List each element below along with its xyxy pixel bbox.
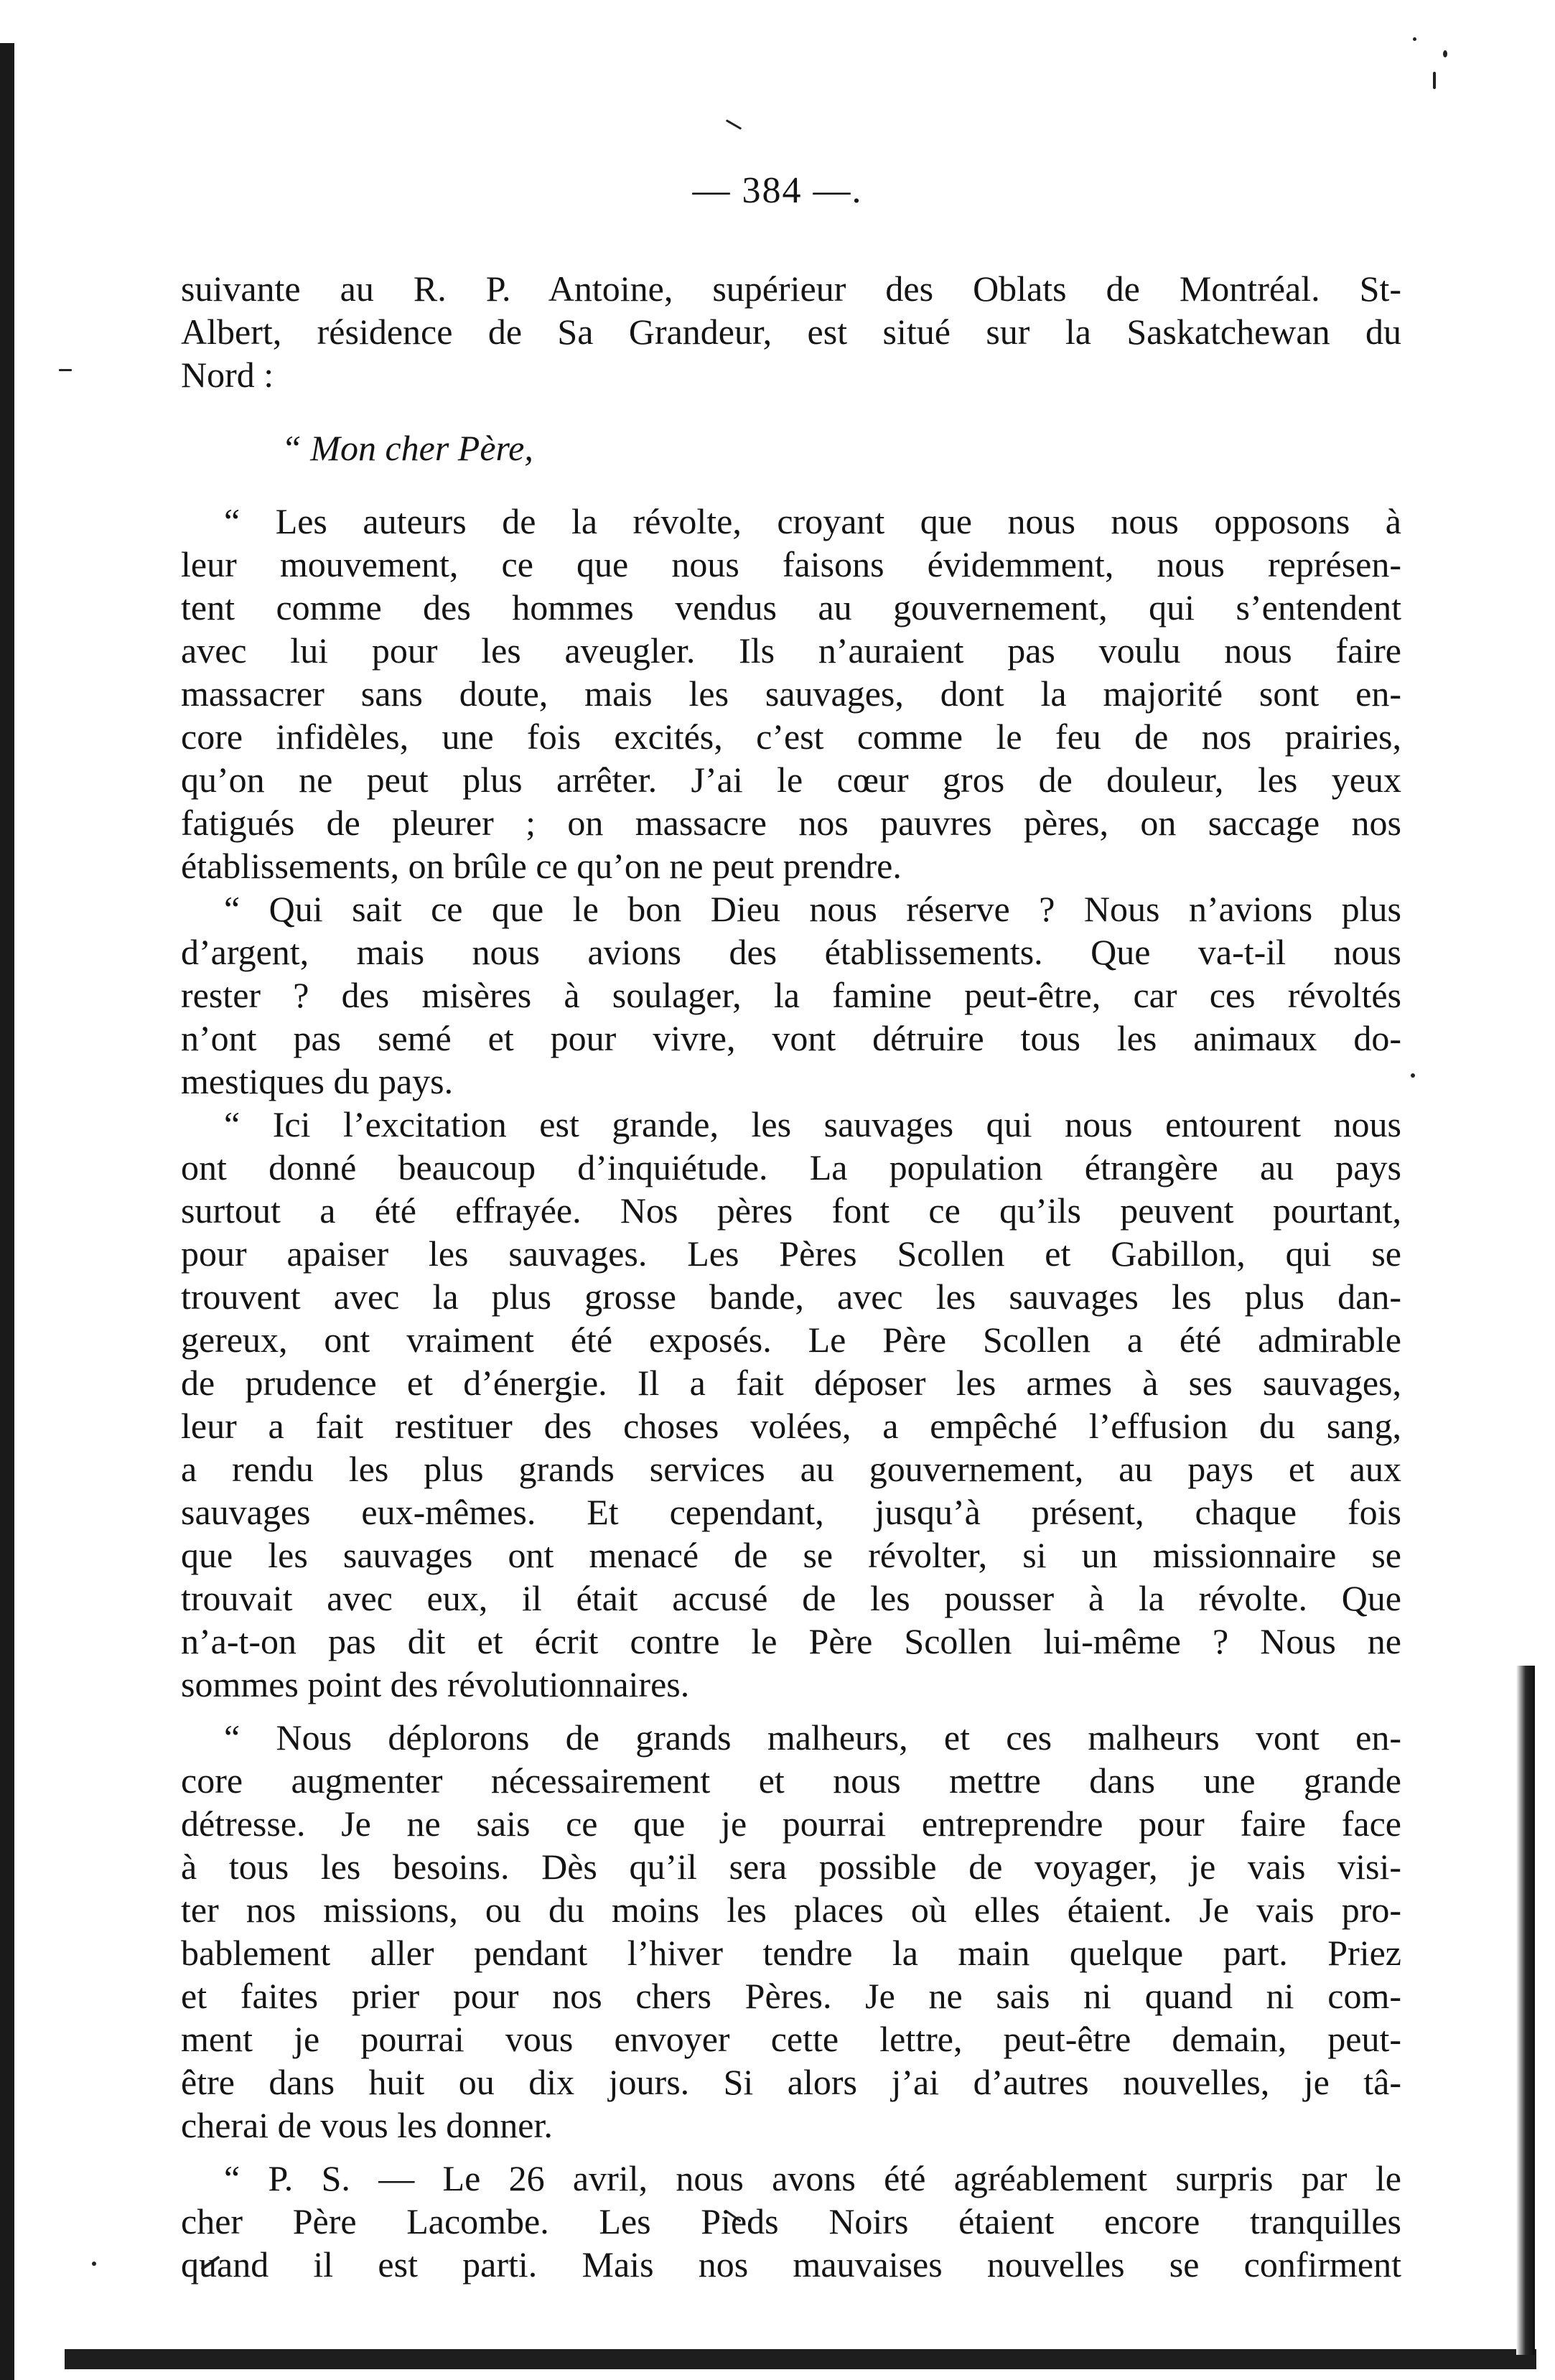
scan-speck: [1411, 1073, 1415, 1078]
text-line: fatigués de pleurer ; on massacre nos pauvres pères, on saccage nos: [181, 803, 1401, 843]
text-line: que les sauvages ont menacé de se révolter, si un missionnaire se: [181, 1535, 1401, 1575]
text-line: rester ? des misères à soulager, la famine peut-être, car ces révoltés: [181, 975, 1401, 1015]
text-line: core augmenter nécessairement et nous mettre dans une grande: [181, 1760, 1401, 1801]
scan-speck: [1433, 72, 1436, 89]
text-line: quand il est parti. Mais nos mauvaises nouvelles se confirment: [181, 2244, 1401, 2285]
text-line: “ Ici l’excitation est grande, les sauvages qui nous entourent nous: [224, 1104, 1401, 1144]
text-line: “ Les auteurs de la révolte, croyant que nous nous opposons à: [224, 501, 1401, 541]
text-line: de prudence et d’énergie. Il a fait déposer les armes à ses sauvages,: [181, 1363, 1401, 1403]
text-line: n’ont pas semé et pour vivre, vont détruire tous les animaux do-: [181, 1018, 1401, 1058]
text-line: massacrer sans doute, mais les sauvages, dont la majorité sont en-: [181, 673, 1401, 714]
scan-speck: [726, 119, 742, 130]
scan-speck: [59, 369, 72, 371]
text-line: trouvent avec la plus grosse bande, avec les sauvages les plus dan-: [181, 1277, 1401, 1317]
scan-border-left: [0, 43, 14, 2380]
text-line: surtout a été effrayée. Nos pères font ce qu’ils peuvent pourtant,: [181, 1190, 1401, 1231]
text-line: n’a-t-on pas dit et écrit contre le Père Scollen lui-même ? Nous ne: [181, 1621, 1401, 1661]
text-line: trouvait avec eux, il était accusé de les pousser à la révolte. Que: [181, 1578, 1401, 1618]
text-line: cherai de vous les donner.: [181, 2105, 553, 2145]
body-text: [181, 267, 1401, 2286]
text-line: sauvages eux-mêmes. Et cependant, jusqu’à présent, chaque fois: [181, 1492, 1401, 1532]
text-line: Albert, résidence de Sa Grandeur, est situé sur la Saskatchewan du: [181, 312, 1401, 352]
text-line: avec lui pour les aveugler. Ils n’auraient pas voulu nous faire: [181, 630, 1401, 671]
text-line: et faites prier pour nos chers Pères. Je ne sais ni quand ni com-: [181, 1976, 1401, 2016]
text-line: core infidèles, une fois excités, c’est comme le feu de nos prairies,: [181, 717, 1401, 757]
text-line: à tous les besoins. Dès qu’il sera possible de voyager, je vais visi-: [181, 1847, 1401, 1887]
text-line: tent comme des hommes vendus au gouvernement, qui s’entendent: [181, 587, 1401, 627]
text-line: leur mouvement, ce que nous faisons évidemment, nous représen-: [181, 544, 1401, 584]
text-line: “ P. S. — Le 26 avril, nous avons été agréablement surpris par le: [224, 2158, 1401, 2198]
scan-speck: [1413, 37, 1416, 41]
salutation: “ Mon cher Père,: [281, 428, 533, 468]
text-line: ont donné beaucoup d’inquiétude. La population étrangère au pays: [181, 1147, 1401, 1187]
text-line: a rendu les plus grands services au gouvernement, au pays et aux: [181, 1449, 1401, 1489]
text-line: bablement aller pendant l’hiver tendre la main quelque part. Priez: [181, 1933, 1401, 1973]
text-line: mestiques du pays.: [181, 1061, 454, 1101]
scan-border-right: [1516, 1666, 1535, 2355]
scan-speck: [1443, 50, 1447, 57]
text-line: être dans huit ou dix jours. Si alors j’ai d’autres nouvelles, je tâ-: [181, 2062, 1401, 2102]
text-line: cher Père Lacombe. Les Pieds Noirs étaient encore tranquilles: [181, 2201, 1401, 2241]
scan-border-bottom: [65, 2349, 1536, 2369]
text-line: d’argent, mais nous avions des établissements. Que va-t-il nous: [181, 932, 1401, 972]
text-line: qu’on ne peut plus arrêter. J’ai le cœur gros de douleur, les yeux: [181, 760, 1401, 800]
text-line: leur a fait restituer des choses volées, a empêché l’effusion du sang,: [181, 1406, 1401, 1446]
text-line: suivante au R. P. Antoine, supérieur des Oblats de Montréal. St-: [181, 269, 1401, 309]
text-line: “ Nous déplorons de grands malheurs, et ces malheurs vont en-: [224, 1717, 1401, 1758]
text-line: détresse. Je ne sais ce que je pourrai entreprendre pour faire face: [181, 1803, 1401, 1844]
text-line: sommes point des révolutionnaires.: [181, 1664, 690, 1704]
text-line: ment je pourrai vous envoyer cette lettre, peut-être demain, peut-: [181, 2019, 1401, 2059]
text-line: établissements, on brûle ce qu’on ne peut prendre.: [181, 846, 902, 886]
text-line: Nord :: [181, 355, 274, 395]
text-line: “ Qui sait ce que le bon Dieu nous réserve ? Nous n’avions plus: [224, 889, 1401, 929]
scan-speck: [92, 2262, 96, 2266]
page-number: — 384 —.: [692, 170, 863, 211]
text-line: gereux, ont vraiment été exposés. Le Père Scollen a été admirable: [181, 1320, 1401, 1360]
text-line: pour apaiser les sauvages. Les Pères Scollen et Gabillon, qui se: [181, 1233, 1401, 1274]
text-line: ter nos missions, ou du moins les places où elles étaient. Je vais pro-: [181, 1890, 1401, 1930]
